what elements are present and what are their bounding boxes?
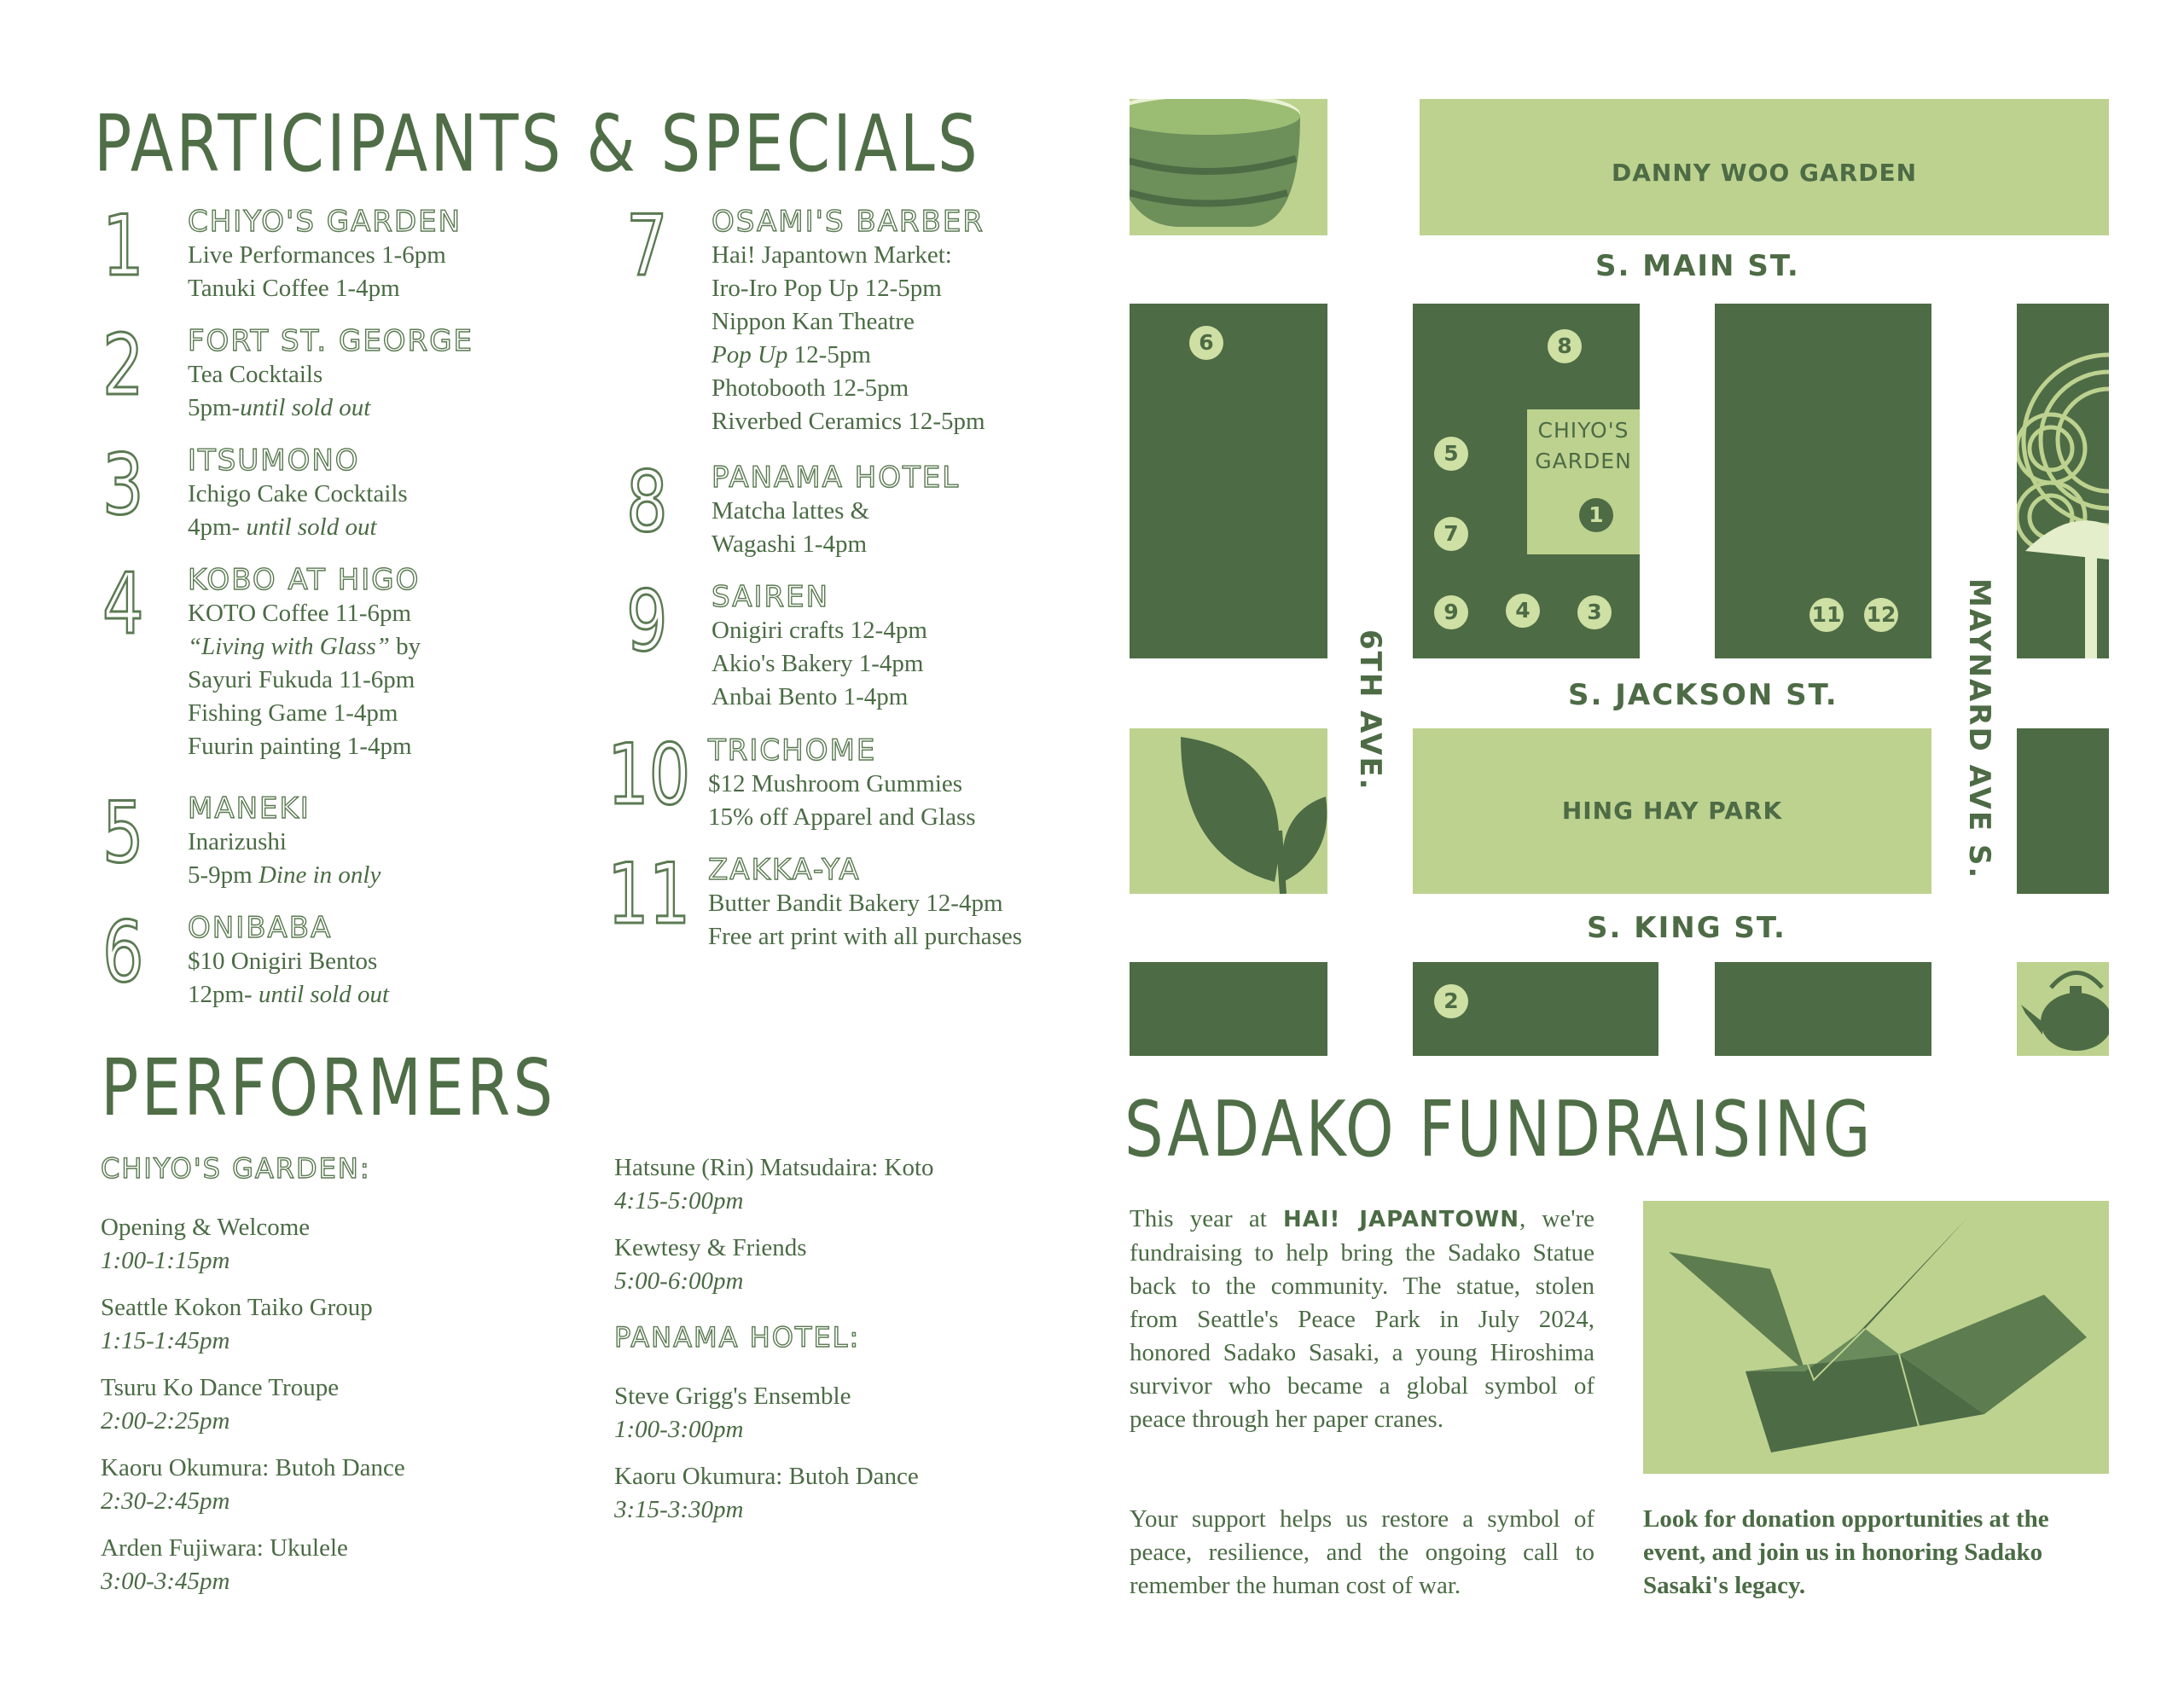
performer-name: Opening & Welcome [101,1214,311,1241]
chiyos-garden-lot [1527,409,1640,554]
detail-segment: Tanuki Coffee 1-4pm [188,275,400,302]
performer-time: 1:00-1:15pm [101,1247,230,1274]
detail-segment: Butter Bandit Bakery 12-4pm [708,890,1003,917]
performer-time: 1:15-1:45pm [101,1327,230,1354]
sadako-p1-bold: HAI! JAPANTOWN [1282,1207,1519,1232]
detail-segment: “Living with Glass” [188,633,390,660]
participant-detail [188,697,421,730]
hing-hay-label: HING HAY PARK [1561,797,1783,825]
participant-detail [712,272,985,305]
participant-detail [188,978,389,1012]
performer-entry [101,1452,405,1518]
king-st-label: S. KING ST. [1587,911,1786,945]
performer-entry [101,1211,310,1278]
performers-title: PERFORMERS [101,1042,556,1133]
performer-name: Kaoru Okumura: Butoh Dance [614,1463,919,1490]
jackson-st-label: S. JACKSON ST. [1568,678,1838,712]
detail-segment: 5-9pm [188,861,258,889]
detail-segment: Riverbed Ceramics 12-5pm [712,408,985,435]
teapot-block [2017,962,2109,1056]
chiyos-garden-label-1: CHIYO'S [1537,418,1629,443]
block-s [1715,962,1931,1056]
participant-name: CHIYO'S GARDEN [188,205,462,239]
chiyos-garden-label-2: GARDEN [1535,449,1632,473]
map-pin-8[interactable]: 8 [1548,329,1582,363]
participant-detail [712,372,985,405]
participant-number: 4 [102,556,144,653]
crane-block [1643,1201,2109,1474]
detail-segment: Inarizushi [188,828,287,855]
detail-segment: by [389,633,421,660]
detail-segment: Ichigo Cake Cocktails [188,480,408,507]
participant-detail [712,339,985,372]
detail-segment: 12pm- [188,981,258,1008]
map-pin-5[interactable]: 5 [1434,437,1468,471]
participant-detail [188,511,408,544]
matcha-block [1130,99,1327,235]
map-pin-11[interactable]: 11 [1809,598,1844,632]
participant-detail [712,305,985,339]
performer-name: Arden Fujiwara: Ukulele [101,1534,348,1562]
detail-segment: Dine in only [258,861,381,889]
participant-name: ONIBABA [188,911,333,945]
participant-detail [712,405,985,438]
map-pin-1[interactable]: 1 [1579,498,1613,532]
detail-segment: Anbai Bento 1-4pm [712,683,909,710]
participant-detail [712,528,960,561]
performer-time: 4:15-5:00pm [614,1187,744,1215]
participant-detail [188,358,473,391]
maynard-label: MAYNARD AVE S. [1962,578,1996,880]
participant-detail [188,391,473,425]
participant-detail [188,239,462,272]
participant-detail [188,730,421,763]
participant-detail [188,597,421,630]
participant-number: 1 [102,198,144,295]
block-sw [1130,962,1327,1056]
participant-number: 11 [607,846,691,943]
performer-entry [614,1232,807,1298]
detail-segment: $10 Onigiri Bentos [188,948,378,975]
sadako-paragraph-2: Your support helps us restore a symbol of peace, resilience, and the ongoing call to remember the human cost of war. [1130,1505,1594,1599]
participant-number: 8 [626,454,668,551]
danny-woo-garden [1420,99,2109,235]
participant-detail [712,681,927,714]
map-pin-9[interactable]: 9 [1434,595,1468,629]
paper-crane-icon [1643,1201,2109,1474]
participant-detail [708,887,1022,920]
leaf-block [1130,728,1327,894]
performer-name: Tsuru Ko Dance Troupe [101,1374,340,1401]
participant-name: KOBO AT HIGO [188,563,421,597]
detail-segment: Live Performances 1-6pm [188,241,446,269]
detail-segment: Matcha lattes & [712,497,870,525]
detail-segment: 5pm- [188,394,241,421]
sixth-ave-label: 6TH AVE. [1353,629,1387,791]
participant-detail [188,859,380,892]
detail-segment: $12 Mushroom Gummies [708,770,963,797]
participant-number: 10 [607,727,691,824]
sadako-title: SADAKO FUNDRAISING [1124,1085,1873,1174]
participant-detail [712,239,985,272]
detail-segment: 12-5pm [787,341,871,368]
participant-detail [708,920,1022,954]
participant-number: 7 [626,198,668,295]
map-pin-3[interactable]: 3 [1577,595,1612,629]
detail-segment: Tea Cocktails [188,361,323,388]
participant-detail [712,647,927,681]
detail-segment: Fuurin painting 1-4pm [188,733,412,760]
performer-entry [101,1291,373,1358]
detail-segment: until sold out [246,513,377,541]
performer-time: 1:00-3:00pm [614,1416,744,1443]
performer-time: 2:30-2:45pm [101,1487,230,1515]
performer-entry [101,1371,339,1438]
teapot-icon [2017,962,2109,1056]
performer-entry [614,1460,919,1527]
participant-name: OSAMI'S BARBER [712,205,985,239]
detail-segment: until sold out [258,981,390,1008]
detail-segment: Free art print with all purchases [708,923,1023,950]
participant-name: ZAKKA-YA [708,853,861,887]
detail-segment: Fishing Game 1-4pm [188,699,398,727]
detail-segment: 15% off Apparel and Glass [708,803,976,831]
performer-name: Steve Grigg's Ensemble [614,1383,851,1410]
participant-detail [188,478,408,511]
participant-number: 5 [102,785,144,882]
participant-name: MANEKI [188,791,311,826]
participant-name: SAIREN [712,580,830,614]
block-wave [2017,304,2109,658]
participant-number: 2 [102,317,144,415]
wave-mushroom-icon [2017,304,2109,658]
map-pin-2[interactable]: 2 [1434,984,1468,1018]
sadako-p1-before: This year at [1130,1205,1283,1232]
participant-detail [712,614,927,647]
performer-entry [101,1532,348,1598]
detail-segment: Wagashi 1-4pm [712,530,868,558]
hing-hay-park [1413,728,1931,894]
participants-title: PARTICIPANTS & SPECIALS [94,98,980,189]
participant-detail [188,826,380,859]
matcha-bowl-icon [1130,99,1327,235]
map-pin-6[interactable]: 6 [1189,326,1223,360]
performer-name: Seattle Kokon Taiko Group [101,1294,373,1321]
participant-detail [708,801,976,834]
main-st-label: S. MAIN ST. [1595,249,1800,283]
detail-segment: KOTO Coffee 11-6pm [188,600,412,627]
detail-segment: Onigiri crafts 12-4pm [712,617,927,644]
performer-time: 3:00-3:45pm [101,1568,230,1595]
detail-segment: Iro-Iro Pop Up 12-5pm [712,275,942,302]
participant-name: PANAMA HOTEL [712,461,961,495]
performer-time: 3:15-3:30pm [614,1496,744,1523]
danny-woo-label: DANNY WOO GARDEN [1611,159,1918,187]
detail-segment: Akio's Bakery 1-4pm [712,650,924,677]
detail-segment: Hai! Japantown Market: [712,241,952,269]
map-pin-4[interactable]: 4 [1506,594,1540,628]
map-pin-12[interactable]: 12 [1864,598,1898,632]
participant-detail [188,664,421,697]
block-east [2017,728,2109,894]
participant-name: ITSUMONO [188,443,360,478]
tea-leaf-icon [1130,728,1327,894]
participant-name: FORT ST. GEORGE [188,324,474,358]
performer-name: Kewtesy & Friends [614,1234,807,1261]
detail-segment: Pop Up [712,341,788,368]
participant-detail [712,495,960,528]
performer-name: Kaoru Okumura: Butoh Dance [101,1454,405,1481]
participant-detail [188,945,389,978]
participant-detail [708,768,976,801]
chiyos-garden-heading: CHIYO'S GARDEN: [101,1152,371,1185]
participant-number: 6 [102,904,144,1001]
block-6 [1130,304,1327,658]
performer-time: 5:00-6:00pm [614,1267,744,1295]
detail-segment: 4pm- [188,513,247,541]
donation-note: Look for donation opportunities at the event, and join us in honoring Sadako Sasaki's legacy. [1643,1505,2049,1599]
participant-number: 3 [102,437,144,534]
detail-segment: until sold out [240,394,371,421]
performer-entry [614,1151,934,1218]
performer-name: Hatsune (Rin) Matsudaira: Koto [614,1154,934,1181]
sadako-p1-after: , we're fundraising to help bring the Sadako Statue back to the community. The statue, stolen from Seattle's Peace Park in July 2024, honored Sadako Sasaki, a young Hiroshima survivor who became a global symbol of peace through her paper cranes. [1130,1205,1594,1433]
panama-hotel-heading: PANAMA HOTEL: [614,1321,861,1354]
detail-segment: Sayuri Fukuda 11-6pm [188,666,415,693]
map-pin-7[interactable]: 7 [1434,517,1468,551]
detail-segment: Nippon Kan Theatre [712,308,915,335]
participant-name: TRICHOME [708,733,877,768]
participant-number: 9 [626,573,668,670]
detail-segment: Photobooth 12-5pm [712,374,909,402]
participant-detail [188,272,462,305]
participant-detail [188,630,421,664]
performer-entry [614,1380,851,1446]
performer-time: 2:00-2:25pm [101,1407,230,1435]
sadako-paragraph-1 [1130,1203,1594,1436]
